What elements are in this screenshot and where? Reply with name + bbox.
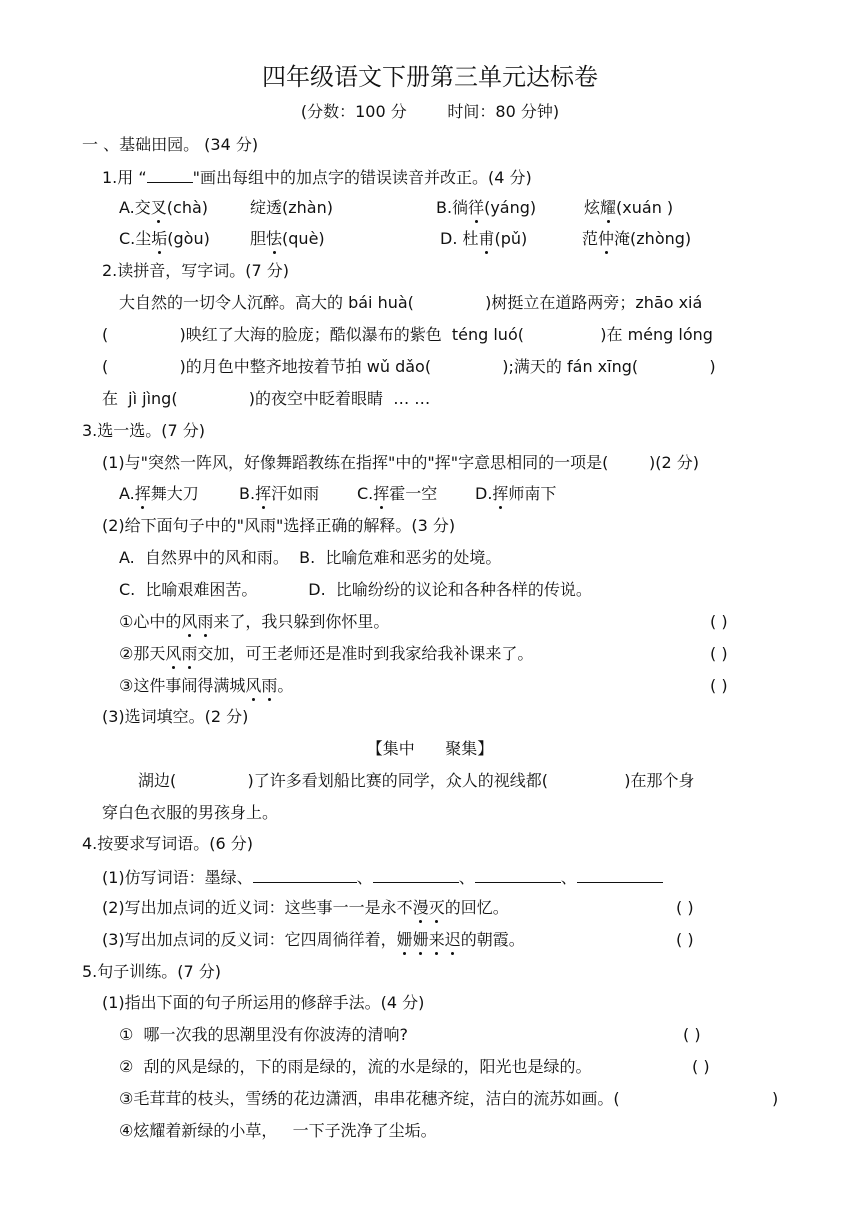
q5-sentence-4: ④炫耀着新绿的小草， 一下子洗净了尘垢。 [119,1121,437,1140]
q3-p1-option-b: B.挥汗如雨 [239,484,320,503]
q1-option-b2: 炫耀(xuán ) [584,198,674,217]
q5-sentence-3: ③毛茸茸的枝头，雪绣的花边潇洒，串串花穗齐绽，洁白的流苏如画。( [119,1089,620,1108]
q4-part-1: (1)仿写词语：墨绿、 、 、 、 [102,866,663,888]
q1-option-a: A.交叉(chà) [119,198,209,217]
q3-part-1: (1)与"突然一阵风，好像舞蹈教练在指挥"中的"挥"字意思相同的一项是( )(2 分) [102,453,700,472]
q3-p1-option-c: C.挥霍一空 [357,484,438,503]
q3-p3-line-1: 湖边( )了许多看划船比赛的同学，众人的视线都( )在那个身 [138,771,695,790]
answer-paren: ( ) [710,644,728,663]
q1-option-c: C.尘垢(gòu) [119,229,210,248]
answer-paren: ( ) [683,1025,701,1044]
q3-p2-defs-ab: A. 自然界中的风和雨。 B. 比喻危难和恶劣的处境。 [119,548,502,567]
question-3: 3.选一选。(7 分) [82,421,206,440]
q1-option-b: B.徜徉(yáng) [436,198,537,217]
q5-sentence-2: ② 刮的风是绿的，下的雨是绿的，流的水是绿的，阳光也是绿的。 [119,1057,592,1076]
question-2: 2.读拼音，写字词。(7 分) [102,261,290,280]
q5-part-1: (1)指出下面的句子所运用的修辞手法。(4 分) [102,993,425,1012]
q3-p2-sentence-2: ②那天风雨交加，可王老师还是准时到我家给我补课来了。 [119,644,534,663]
q2-line-4: 在 jì jìng( )的夜空中眨着眼睛 … … [102,389,431,408]
answer-paren: ( ) [692,1057,710,1076]
q5-sentence-1: ① 哪一次我的思潮里没有你波涛的清响? [119,1025,409,1044]
answer-paren: ( ) [710,676,728,695]
q1-option-c2: 胆怯(què) [250,229,325,248]
q3-p1-option-d: D.挥师南下 [475,484,557,503]
answer-paren: ( ) [710,612,728,631]
q1-option-d: D. 杜甫(pǔ) [440,229,528,248]
q1-option-a2: 绽透(zhàn) [250,198,333,217]
answer-paren: ( ) [676,930,694,949]
question-1: 1.用 “ "画出每组中的加点字的错误读音并改正。(4 分) [102,168,532,187]
q3-p2-sentence-3: ③这件事闹得满城风雨。 [119,676,294,695]
q2-line-2: ( )映红了大海的脸庞；酷似瀑布的紫色 téng luó( )在 méng lóng [102,325,713,344]
q4-part-3: (3)写出加点词的反义词：它四周徜徉着，姗姗来迟的朝霞。 [102,930,525,949]
answer-paren-close: ) [772,1089,779,1108]
q2-line-3: ( )的月色中整齐地按着节拍 wǔ dǎo( );满天的 fán xīng( ) [102,357,716,376]
q3-p3-word-choices: 【集中 聚集】 [366,739,494,758]
q1-option-d2: 范仲淹(zhòng) [582,229,692,248]
page-subtitle: (分数：100 分 时间：80 分钟) [300,102,560,121]
section-heading: 一 、基础田园。 (34 分) [82,135,259,154]
q3-p2-defs-cd: C. 比喻艰难困苦。 D. 比喻纷纷的议论和各种各样的传说。 [119,580,592,599]
q3-part-2: (2)给下面句子中的"风雨"选择正确的解释。(3 分) [102,516,456,535]
answer-paren: ( ) [676,898,694,917]
q4-part-2: (2)写出加点词的近义词：这些事一一是永不漫灭的回忆。 [102,898,509,917]
page-title: 四年级语文下册第三单元达标卷 [262,63,598,91]
q3-p2-sentence-1: ①心中的风雨来了，我只躲到你怀里。 [119,612,390,631]
q3-p1-option-a: A.挥舞大刀 [119,484,199,503]
question-5: 5.句子训练。(7 分) [82,962,222,981]
q2-line-1: 大自然的一切令人沉醉。高大的 bái huà( )树挺立在道路两旁；zhāo xiá [119,293,703,312]
q3-part-3: (3)选词填空。(2 分) [102,707,249,726]
q3-p3-line-2: 穿白色衣服的男孩身上。 [102,803,279,822]
question-4: 4.按要求写词语。(6 分) [82,834,254,853]
